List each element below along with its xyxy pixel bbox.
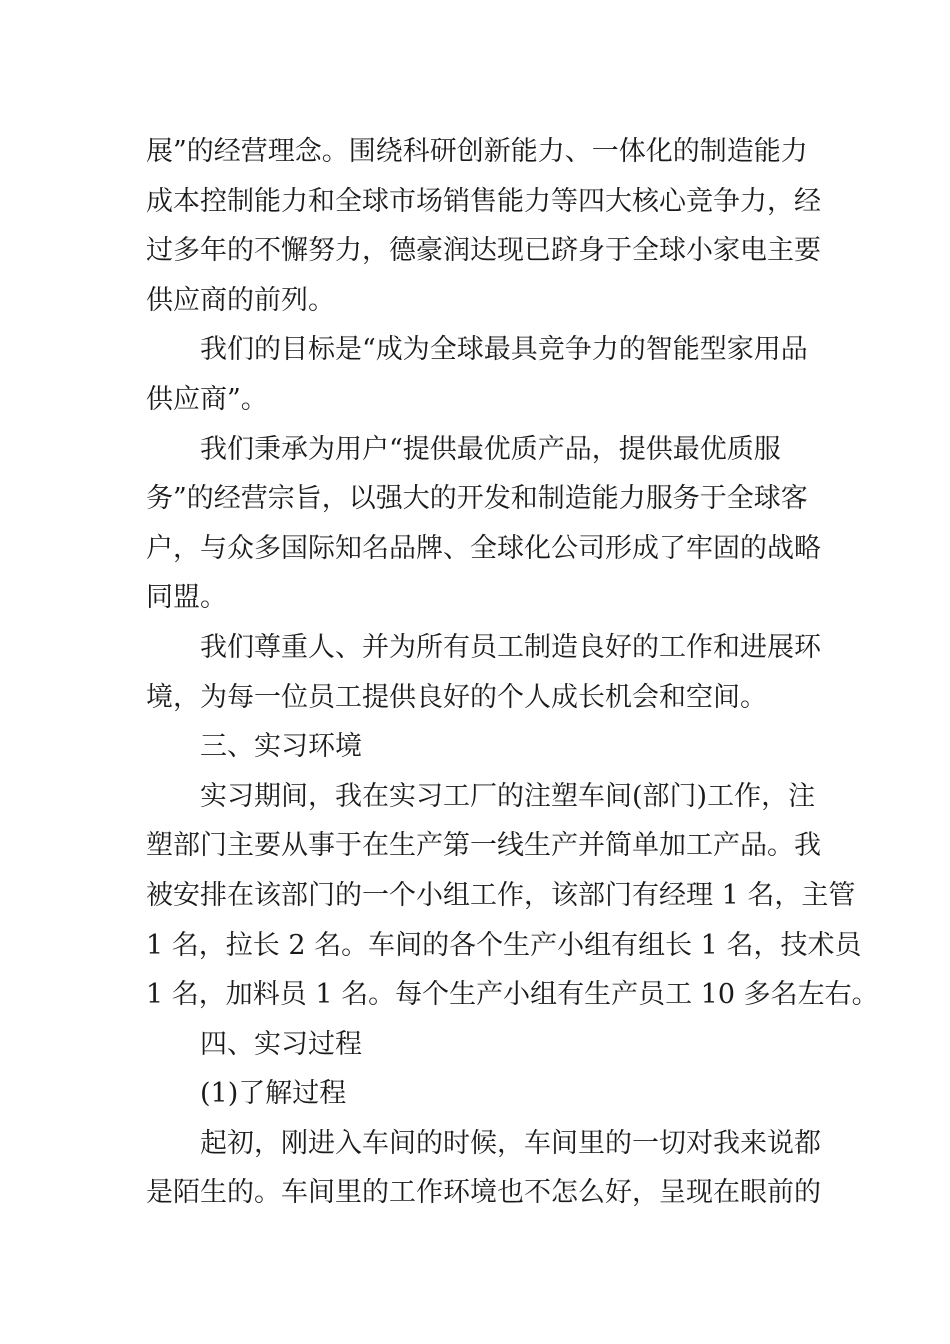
text-line: 实习期间，我在实习工厂的注塑车间(部门)工作，注 xyxy=(200,780,816,812)
text-line: 是陌生的。车间里的工作环境也不怎么好，呈现在眼前的 xyxy=(146,1177,821,1209)
text-line: 我们秉承为用户“提供最优质产品，提供最优质服 xyxy=(200,433,781,465)
text-line: 成本控制能力和全球市场销售能力等四大核心竞争力，经 xyxy=(146,185,821,217)
text-line: 塑部门主要从事于在生产第一线生产并简单加工产品。我 xyxy=(146,830,821,862)
text-line: 供应商的前列。 xyxy=(146,284,335,316)
text-line: 展”的经营理念。围绕科研创新能力、一体化的制造能力 xyxy=(146,136,808,167)
text-line: 境，为每一位员工提供良好的个人成长机会和空间。 xyxy=(146,681,767,713)
paragraph-employee-respect xyxy=(146,623,821,722)
paragraph-company-goal xyxy=(146,325,811,424)
paragraph-first-impression xyxy=(146,1119,821,1218)
text-line: 同盟。 xyxy=(146,582,227,614)
paragraph-company-mission xyxy=(146,425,821,623)
text-line: (1)了解过程 xyxy=(200,1078,347,1110)
text-line: 过多年的不懈努力，德豪润达现已跻身于全球小家电主要 xyxy=(146,235,821,267)
text-line: 务”的经营宗旨，以强大的开发和制造能力服务于全球客 xyxy=(146,483,808,515)
section-heading-internship-environment xyxy=(146,722,811,772)
text-line: 1 名，加料员 1 名。每个生产小组有生产员工 10 多名左右。 xyxy=(146,979,879,1011)
text-line: 被安排在该部门的一个小组工作，该部门有经理 1 名，主管 xyxy=(146,879,856,911)
text-line: 三、实习环境 xyxy=(200,731,362,763)
paragraph-company-philosophy xyxy=(146,127,821,325)
section-heading-internship-process xyxy=(146,1020,811,1070)
text-line: 我们尊重人、并为所有员工制造良好的工作和进展环 xyxy=(200,631,821,663)
text-line: 供应商”。 xyxy=(146,383,268,415)
document-body xyxy=(146,127,879,1218)
subsection-heading-understanding-process xyxy=(146,1069,811,1119)
text-line: 起初，刚进入车间的时候，车间里的一切对我来说都 xyxy=(200,1127,821,1159)
text-line: 1 名，拉长 2 名。车间的各个生产小组有组长 1 名，技术员 xyxy=(146,929,862,961)
paragraph-internship-environment xyxy=(146,772,879,1020)
text-line: 我们的目标是“成为全球最具竞争力的智能型家用品 xyxy=(200,334,808,366)
text-line: 四、实习过程 xyxy=(200,1028,362,1060)
text-line: 户，与众多国际知名品牌、全球化公司形成了牢固的战略 xyxy=(146,532,821,564)
